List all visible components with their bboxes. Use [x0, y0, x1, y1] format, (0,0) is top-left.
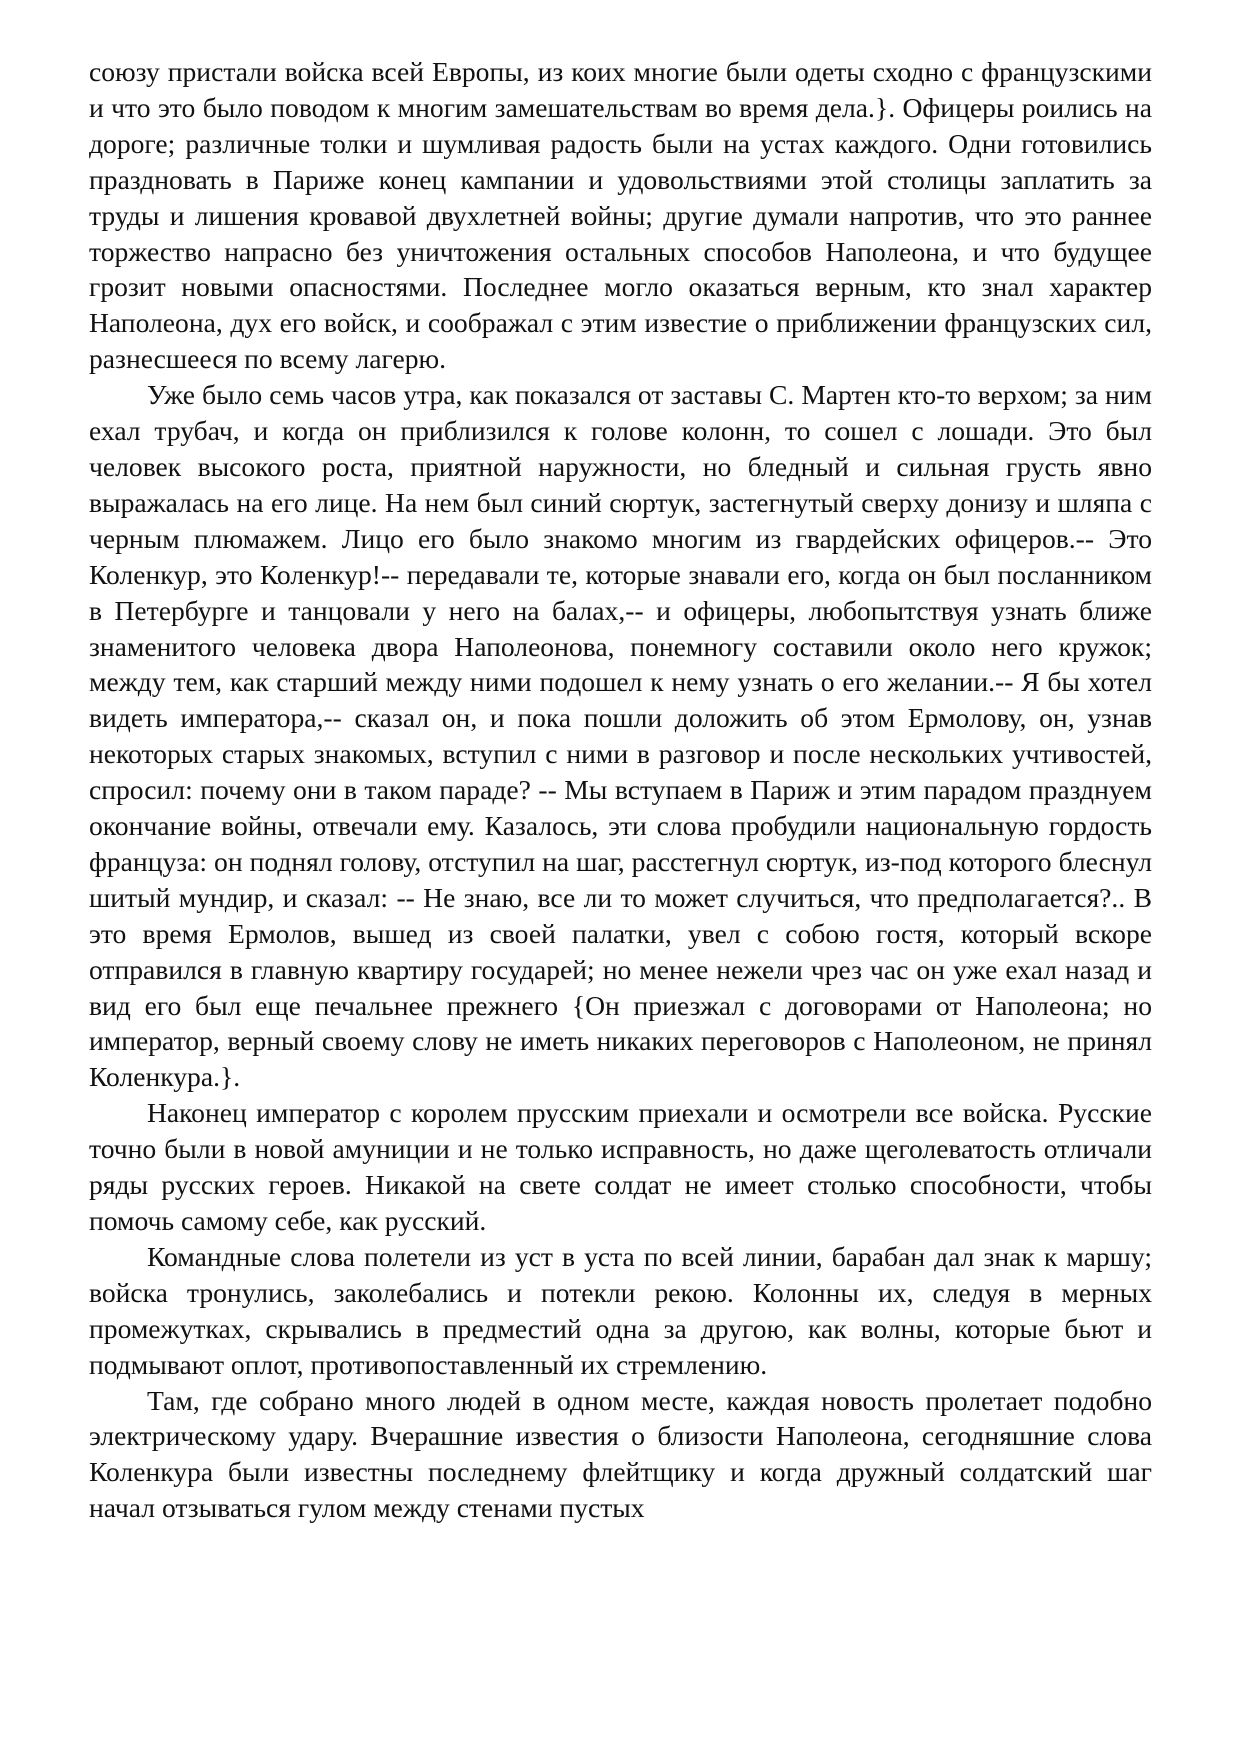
paragraph-5: Там, где собрано много людей в одном месте, каждая новость пролетает подобно электрическому удару. Вчерашние известия о близости Наполеона, сегодняшние слова Коленкура были известны последнему флейтщику и когда дружный солдатский шаг начал отзываться гулом между стенами пустых	[89, 1384, 1152, 1524]
document-page	[89, 54, 1152, 1526]
paragraph-2: Уже было семь часов утра, как показался от заставы С. Мартен кто-то верхом; за ним ехал трубач, и когда он приблизился к голове колонн, то сошел с лошади. Это был человек высокого роста, приятной наружности, но бледный и сильная грусть явно выражалась на его лице. На нем был синий сюртук, застегнутый сверху донизу и шляпа с черным плюмажем. Лицо его было знакомо многим из гвардейских офицеров.-- Это Коленкур, это Коленкур!-- передавали те, которые знавали его, когда он был посланником в Петербурге и танцовали у него на балах,-- и офицеры, любопытствуя узнать ближе знаменитого человека двора Наполеонова, понемногу составили около него кружок; между тем, как старший между ними подошел к нему узнать о его желании.-- Я бы хотел видеть императора,-- сказал он, и пока пошли доложить об этом Ермолову, он, узнав некоторых старых знакомых, вступил с ними в разговор и после нескольких учтивостей, спросил: почему они в таком параде? -- Мы вступаем в Париж и этим парадом празднуем окончание войны, отвечали ему. Казалось, эти слова пробудили национальную гордость француза: он поднял голову, отступил на шаг, расстегнул сюртук, из-под которого блеснул шитый мундир, и сказал: -- Не знаю, все ли то может случиться, что предполагается?.. В это время Ермолов, вышед из своей палатки, увел с собою гостя, который вскоре отправился в главную квартиру государей; но менее нежели чрез час он уже ехал назад и вид его был еще печальнее прежнего {Он приезжал с договорами от Наполеона; но император, верный своему слову не иметь никаких переговоров с Наполеоном, не принял Коленкура.}.	[89, 379, 1152, 1093]
paragraph-3: Наконец император с королем прусским приехали и осмотрели все войска. Русские точно были в новой амуниции и не только исправность, но даже щеголеватость отличали ряды русских героев. Никакой на свете солдат не имеет столько способности, чтобы помочь самому себе, как русский.	[89, 1097, 1152, 1236]
paragraph-1: союзу пристали войска всей Европы, из коих многие были одеты сходно с французскими и что это было поводом к многим замешательствам во время дела.}. Офицеры роились на дороге; различные толки и шумливая радость были на устах каждого. Одни готовились праздновать в Париже конец кампании и удовольствиями этой столицы заплатить за труды и лишения кровавой двухлетней войны; другие думали напротив, что это раннее торжество напрасно без уничтожения остальных способов Наполеона, и что будущее грозит новыми опасностями. Последнее могло оказаться верным, кто знал характер Наполеона, дух его войск, и соображал с этим известие о приближении французских сил, разнесшееся по всему лагерю.	[89, 56, 1152, 375]
paragraph-4: Командные слова полетели из уст в уста по всей линии, барабан дал знак к маршу; войска тронулись, заколебались и потекли рекою. Колонны их, следуя в мерных промежутках, скрывались в предместий одна за другою, как волны, которые бьют и подмывают оплот, противопоставленный их стремлению.	[89, 1240, 1152, 1380]
